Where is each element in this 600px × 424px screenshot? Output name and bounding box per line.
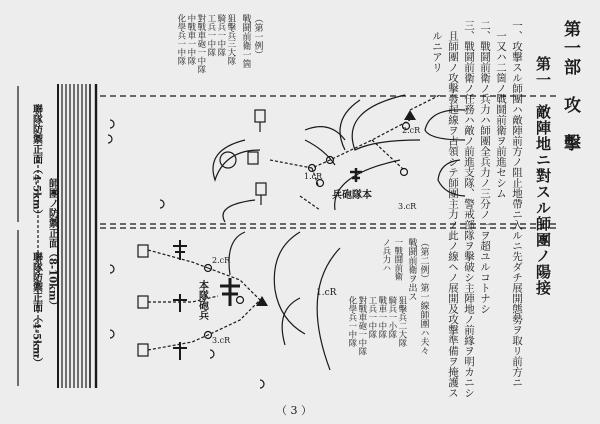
unit-symbol bbox=[256, 183, 266, 195]
front-label-lower: 聯隊防禦正面（4-5km） bbox=[30, 252, 42, 368]
example2-unit: 一戰鬪前衛 bbox=[392, 238, 403, 281]
example2-unit: 化學兵一中隊 bbox=[346, 296, 357, 347]
flag-triangle bbox=[404, 110, 416, 120]
paragraph-line-4: 三、戰鬪前衛ノ任務ハ敵ノ前進支隊、警戒部隊ヲ擊破シ主陣地ノ前緣ヲ明カニシ bbox=[463, 20, 475, 398]
label-2ch-top: 2.cR bbox=[402, 126, 421, 135]
unit-symbol bbox=[138, 344, 148, 356]
paragraph-line-2: 一又ハ二箇ノ戰鬪前衛ヲ前進セシム bbox=[495, 20, 507, 199]
arc-marker bbox=[229, 232, 245, 275]
unit-symbol bbox=[138, 296, 148, 308]
example1-unit: 騎兵一中隊 bbox=[215, 14, 226, 57]
arc-marker bbox=[317, 248, 340, 370]
example2-unit: 騎兵一小隊 bbox=[386, 296, 397, 339]
arc-marker bbox=[223, 200, 255, 222]
example1-unit: 工兵一中隊 bbox=[205, 14, 216, 57]
label-1ch: 1.cR bbox=[304, 172, 323, 181]
label-2ch-bottom: 2.cR bbox=[212, 256, 231, 265]
chapter-title: 第一 敵陣地ニ對スル師團ノ陽接 bbox=[534, 56, 552, 296]
example1-unit: 對戰車砲一中隊 bbox=[195, 14, 206, 74]
arc-marker bbox=[335, 160, 400, 210]
paragraph-line-1: 一、攻擊スル師團ハ敵陣前方ノ阻止地帶ニ入ルニ先ダチ展開態勢ヲ取リ前方ニ bbox=[511, 20, 523, 388]
flag-triangle bbox=[256, 296, 268, 306]
arc-marker bbox=[425, 110, 465, 140]
unit-symbol bbox=[138, 245, 148, 257]
example1-subheading: 戰鬪前衛一箇 bbox=[240, 14, 251, 68]
label-1ch-bottom: 1.cR bbox=[316, 288, 337, 298]
label-3ch-top: 3.cR bbox=[398, 202, 417, 211]
example1-unit: 狙擊兵三大隊 bbox=[225, 14, 236, 65]
arc-marker bbox=[438, 160, 465, 196]
example2-heading: （第二例）第一線師團ハ夫々 bbox=[418, 238, 429, 355]
example2-unit: 對戰車砲一中隊 bbox=[356, 296, 367, 356]
example2-unit: ノ兵力ハ bbox=[380, 238, 391, 272]
front-label-division: 師團ノ防禦正面（8-10km） bbox=[46, 178, 58, 311]
example1-unit: 化學兵一中隊 bbox=[175, 14, 186, 65]
label-main-body-artillery: 本隊砲兵 bbox=[196, 280, 208, 320]
example2-unit: 狙擊兵二大隊 bbox=[396, 296, 407, 347]
arc-marker bbox=[274, 232, 305, 334]
example1-heading: （第一例） bbox=[252, 14, 263, 59]
arc-marker bbox=[352, 95, 420, 150]
paragraph-line-6: ルニアリ bbox=[431, 20, 443, 73]
paragraph-line-3: 二、戰鬪前衛ノ兵力ハ師團全兵力ノ三分ノ一ヲ超ユルコトナシ bbox=[479, 20, 491, 314]
example2-subheading: 戰鬪前衛ヲ出ス bbox=[406, 238, 417, 301]
arc-marker bbox=[282, 298, 300, 345]
example2-unit: 工兵一中隊 bbox=[366, 296, 377, 339]
unit-symbol bbox=[255, 110, 265, 122]
label-artillery-main: 兵砲隊本 bbox=[332, 190, 372, 201]
part-title: 第一部 攻 擊 bbox=[560, 20, 580, 153]
paragraph-line-5: 且師團ノ攻擊發起線ヲ占領シテ師團主力ノ此ノ線ヘノ展開及攻擊準備ヲ掩護ス bbox=[447, 20, 459, 398]
page-number: （ 3 ） bbox=[276, 404, 312, 417]
example1-unit: 中戰車一中隊 bbox=[185, 14, 196, 65]
label-3ch-bottom: 3.cR bbox=[212, 336, 231, 345]
unit-symbol bbox=[248, 152, 258, 164]
front-label-upper: 聯隊防禦正面（4-5km） bbox=[30, 104, 42, 220]
enemy-front-band bbox=[58, 84, 96, 388]
example2-unit: 戰車一中隊 bbox=[376, 296, 387, 339]
